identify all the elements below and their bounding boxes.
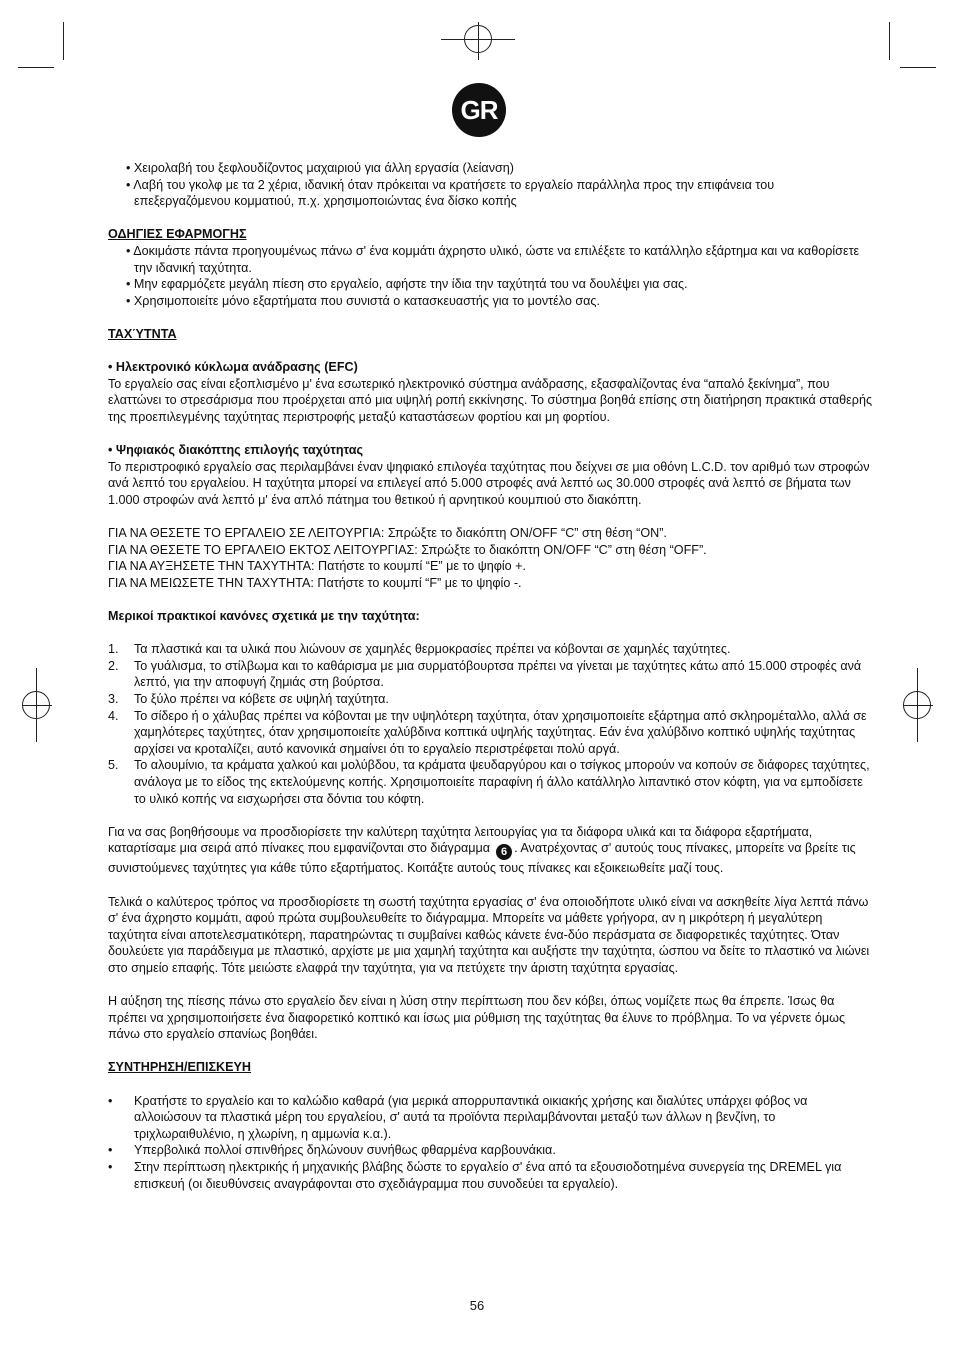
- rules-title: Μερικοί πρακτικοί κανόνες σχετικά με την ταχύτητα:: [108, 609, 420, 624]
- speed-tables-text-cont: . Ανατρέχοντας σ' αυτούς τους πίνακες, μπορείτε να βρείτε τις συνιστούμενες ταχύτητες για κάθε τύπο εξαρτήματος. Κοιτάξτε αυτούς τους πίνακες και εξοικειωθείτε μαζί τους.: [108, 841, 856, 876]
- rule-item: [108, 641, 874, 658]
- intro-bullet: • Χειρολαβή του ξεφλουδίζοντος μαχαιριού για άλλη εργασία (λείανση): [126, 161, 514, 175]
- control-line: ΓΙΑ ΝΑ ΘΕΣΕΤΕ ΤΟ ΕΡΓΑΛΕΙΟ ΕΚΤΟΣ ΛΕΙΤΟΥΡΓΙΑΣ: Σπρώξτε το διακόπτη ON/OFF “C” στη θέση “OFF”.: [108, 542, 707, 557]
- rule-text: Τα πλαστικά και τα υλικά που λιώνουν σε χαμηλές θερμοκρασίες πρέπει να κόβονται σε χαμηλές ταχύτητες.: [134, 642, 731, 657]
- figure-reference-badge: 6: [496, 844, 512, 860]
- page-content: [108, 160, 874, 1192]
- digital-switch-text: Το περιστροφικό εργαλείο σας περιλαμβάνει έναν ψηφιακό επιλογέα ταχύτητας που δείχνει σε μια οθόνη L.C.D. τον αριθμό των στροφών ανά λεπτό του εργαλείου. Η ταχύτητα μπορεί να επιλεγεί από 5.000 στροφές ανά λεπτό ως 30.000 στροφές ανά λεπτό σε βήματα των 1.000 στροφών ανά λεπτό μ' ένα απλό πάτημα του θετικού ή αρνητικού κουμπιού στο διακόπτη.: [108, 459, 870, 507]
- registration-mark: [464, 25, 492, 53]
- rule-text: Το σίδερο ή ο χάλυβας πρέπει να κόβονται με την υψηλότερη ταχύτητα, όταν χρησιμοποιείτε εξάρτημα από σκληρομέταλλο, αλλά σε χαμηλότερες ταχύτητες, όταν χρησιμοποιείτε χαλύβδινα κοπτικά υψηλής ταχύτητας. Εάν ένα χαλύβδινο κοπτικό υψηλής ταχύτητας αρχίσει να κροταλίζει, αυτό κανονικά σημαίνει ότι το εργαλείο περιστρέφεται πολύ αργά.: [134, 708, 867, 756]
- application-heading: ΟΔΗΓΙΕΣ ΕΦΑΡΜΟΓΗΣ: [108, 227, 247, 242]
- rule-text: Το ξύλο πρέπει να κόβετε σε υψηλή ταχύτητα.: [134, 692, 389, 706]
- registration-mark: [903, 691, 931, 719]
- maintenance-bullet: [108, 1093, 874, 1143]
- maintenance-bullet: [108, 1159, 874, 1192]
- control-line: ΓΙΑ ΝΑ ΜΕΙΩΣΕΤΕ ΤΗΝ ΤΑΧΥΤΗΤΑ: Πατήστε το κουμπί “F” με το ψηφίο -.: [108, 575, 522, 590]
- bullet-mark: •: [108, 1093, 113, 1108]
- page-number: 56: [469, 1298, 485, 1313]
- rule-number: 2.: [108, 658, 119, 673]
- working-speed-paragraph: Τελικά ο καλύτερος τρόπος να προσδιορίσετε τη σωστή ταχύτητα εργασίας σ' ένα οποιοδήποτε υλικό είναι να ασκηθείτε λίγα λεπτά πάνω σ' ένα άχρηστο κομμάτι, αφού πρώτα συμβουλευθείτε το διάγραμμα. Μπορείτε να μάθετε γρήγορα, αν η μικρότερη ή μεγαλύτερη ταχύτητα είναι αποτελεσματικότερη, παρατηρώντας τι συμβαίνει καθώς κάνετε ένα-δύο περάσματα σε διαφορετικές ταχύτητες. Όταν δουλεύετε για παράδειγμα με πλαστικό, αρχίστε με μια χαμηλή ταχύτητα και αυξήστε την ταχύτητα, ώσπου να δείτε το πλαστικό να λιώνει στο σημείο επαφής. Τότε μειώστε ελαφρά την ταχύτητα, για να πετύχετε την άριστη ταχύτητα εργασίας.: [108, 894, 870, 975]
- speed-tables-paragraph: [108, 824, 874, 877]
- bullet-text: Υπερβολικά πολλοί σπινθήρες δηλώνουν συνήθως φθαρμένα καρβουνάκια.: [134, 1143, 556, 1158]
- efc-text: Το εργαλείο σας είναι εξοπλισμένο μ' ένα εσωτερικό ηλεκτρονικό σύστημα ανάδρασης, εξασφαλίζοντας ένα “απαλό ξεκίνημα”, που ελαττώνει το στρεσάρισμα που προέρχεται από μια υψηλή ροπή εκκίνησης. Το σύστημα βοηθά επίσης στη διατήρηση πρακτικά σταθερής της προεπιλεγμένης ταχύτητας περιστροφής μεταξύ καταστάσεων φορτίου και μη φορτίου.: [108, 376, 873, 424]
- rule-text: Το αλουμίνιο, τα κράματα χαλκού και μολύβδου, τα κράματα ψευδαργύρου και ο τσίγκος μπορούν να κοπούν σε διάφορες ταχύτητες, ανάλογα με το είδος της εκτελούμενης κοπής. Χρησιμοποιείτε παραφίνη ή άλλο κατάλληλο λιπαντικό στον κόφτη, για να εμποδίσετε το υλικό κοπής να εισχωρήσει στα δόντια του κόφτη.: [134, 758, 870, 806]
- rule-number: 4.: [108, 708, 119, 723]
- rule-item: [108, 691, 874, 708]
- rule-item: [108, 757, 874, 807]
- crop-mark: [63, 22, 64, 60]
- rule-number: 5.: [108, 758, 119, 773]
- efc-title: • Ηλεκτρονικό κύκλωμα ανάδρασης (EFC): [108, 360, 358, 375]
- digital-switch-title: • Ψηφιακός διακόπτης επιλογής ταχύτητας: [108, 443, 364, 458]
- crop-mark: [900, 67, 936, 68]
- crop-mark: [18, 67, 54, 68]
- bullet-text: Στην περίπτωση ηλεκτρικής ή μηχανικής βλάβης δώστε το εργαλείο σ' ένα από τα εξουσιοδοτημένα συνεργεία της DREMEL για επισκευή (οι διευθύνσεις αναγράφονται στο σχεδιάγραμμα που συνοδεύει τα εργαλείο).: [134, 1160, 842, 1191]
- rule-item: [108, 708, 874, 758]
- rule-item: [108, 658, 874, 691]
- rule-number: 1.: [108, 642, 119, 657]
- language-badge: GR: [452, 83, 506, 137]
- registration-mark: [22, 691, 50, 719]
- application-bullet: • Χρησιμοποιείτε μόνο εξαρτήματα που συνιστά ο κατασκευαστής για το μοντέλο σας.: [126, 293, 601, 308]
- bullet-mark: •: [108, 1143, 113, 1158]
- speed-heading: ΤΑΧΎΤΝΤΑ: [108, 326, 177, 341]
- bullet-mark: •: [108, 1160, 113, 1175]
- maintenance-bullet: [108, 1142, 874, 1159]
- rule-number: 3.: [108, 692, 119, 706]
- crop-mark: [889, 22, 890, 60]
- bullet-text: Κρατήστε το εργαλείο και το καλώδιο καθαρά (για μερικά απορρυπαντικά οικιακής χρήσης και διαλύτες υπάρχει φόβος να αλλοιώσουν τα πλαστικά μέρη του εργαλείου, σ' αυτά τα προϊόντα περιλαμβάνονται μεταξύ των άλλων η βενζίνη, το τριχλωραιθυλένιο, η χλωρίνη, η αμμωνία κ.α.).: [134, 1093, 808, 1141]
- application-bullet: • Μην εφαρμόζετε μεγάλη πίεση στο εργαλείο, αφήστε την ίδια την ταχύτητά του να δουλέψει για σας.: [126, 277, 688, 292]
- intro-bullet: • Λαβή του γκολφ με τα 2 χέρια, ιδανική όταν πρόκειται να κρατήσετε το εργαλείο παράλληλα προς την επιφάνεια του επεξεργαζόμενου κομματιού, π.χ. χρησιμοποιώντας ένα δίσκο κοπής: [126, 177, 775, 209]
- pressure-paragraph: Η αύξηση της πίεσης πάνω στο εργαλείο δεν είναι η λύση στην περίπτωση που δεν κόβει, όπως νομίζετε πως θα έπρεπε. Ίσως θα πρέπει να χρησιμοποιήσετε ένα διαφορετικό κοπτικό και ίσως μια ρύθμιση της ταχύτητας θα έλυνε το πρόβλημα. Το να γέρνετε όμως πάνω στο εργαλείο σπανίως βοηθάει.: [108, 994, 846, 1042]
- speed-tables-text: Για να σας βοηθήσουμε να προσδιορίσετε την καλύτερη ταχύτητα λειτουργίας για τα διάφορα υλικά και τα διάφορα εξαρτήματα, καταρτίσαμε μια σειρά από πίνακες που εμφανίζονται στο διάγραμμα: [108, 824, 813, 856]
- rule-text: Το γυάλισμα, το στίλβωμα και το καθάρισμα με μια συρματόβουρτσα πρέπει να γίνεται με ταχύτητες κάτω από 15.000 στροφές ανά λεπτό, για την αποφυγή ζημιάς στη βούρτσα.: [134, 658, 862, 690]
- application-bullet: • Δοκιμάστε πάντα προηγουμένως πάνω σ' ένα κομμάτι άχρηστο υλικό, ώστε να επιλέξετε το κατάλληλο εξάρτημα και να καθορίσετε την ιδανική ταχύτητα.: [126, 243, 860, 275]
- control-line: ΓΙΑ ΝΑ ΘΕΣΕΤΕ ΤΟ ΕΡΓΑΛΕΙΟ ΣΕ ΛΕΙΤΟΥΡΓΙΑ: Σπρώξτε το διακόπτη ON/OFF “C” στη θέση “ON”.: [108, 526, 667, 541]
- maintenance-heading: ΣΥΝΤΗΡΗΣΗ/ΕΠΙΣΚΕΥΗ: [108, 1060, 252, 1075]
- control-line: ΓΙΑ ΝΑ ΑΥΞΗΣΕΤΕ ΤΗΝ ΤΑΧΥΤΗΤΑ: Πατήστε το κουμπί “E” με το ψηφίο +.: [108, 559, 527, 574]
